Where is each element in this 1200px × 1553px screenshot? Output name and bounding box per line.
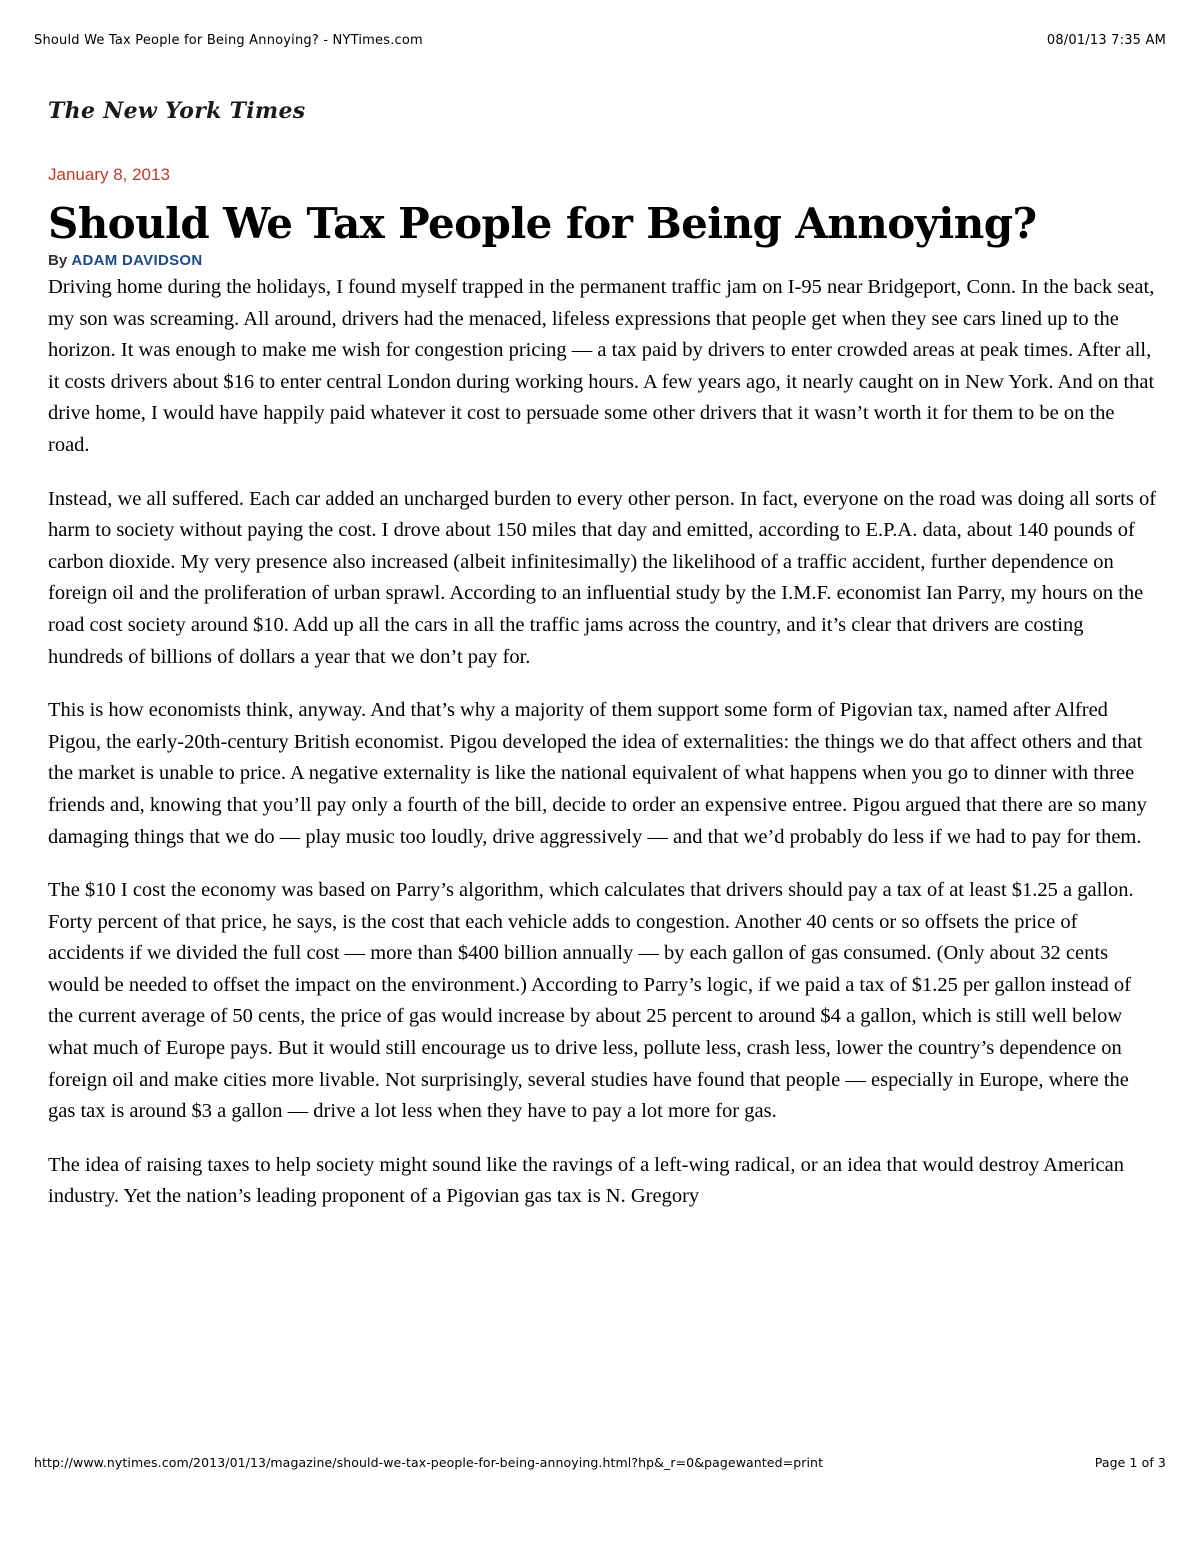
byline bbox=[48, 250, 1158, 272]
print-page-title: Should We Tax People for Being Annoying? - NYTimes.com bbox=[34, 33, 423, 48]
byline-prefix: By bbox=[48, 252, 68, 269]
paragraph: Instead, we all suffered. Each car added an uncharged burden to every other person. In fact, everyone on the road was doing all sorts of harm to society without paying the cost. I drove about 150 miles that day and emitted, according to E.P.A. data, about 140 pounds of carbon dioxide. My very presence also increased (albeit infinitesimally) the likelihood of a traffic accident, further dependence on foreign oil and the proliferation of urban sprawl. According to an influential study by the I.M.F. economist Ian Parry, my hours on the road cost society around $10. Add up all the cars in all the traffic jams across the country, and it’s clear that drivers are costing hundreds of billions of dollars a year that we don’t pay for. bbox=[48, 487, 1157, 668]
paragraph: Driving home during the holidays, I found myself trapped in the permanent traffic jam on I-95 near Bridgeport, Conn. In the back seat, my son was screaming. All around, drivers had the menaced, lifeless expressions that people get when they see cars lined up to the horizon. It was enough to make me wish for congestion pricing — a tax paid by drivers to enter crowded areas at peak times. After all, it costs drivers about $16 to enter central London during working hours. A few years ago, it nearly caught on in New York. And on that drive home, I would have happily paid whatever it cost to persuade some other drivers that it wasn’t worth it for them to be on the road. bbox=[48, 276, 1155, 456]
paragraph: The idea of raising taxes to help society might sound like the ravings of a left-wing radical, or an idea that would destroy American industry. Yet the nation’s leading proponent of a Pigovian gas tax is N. Gregory bbox=[48, 1153, 1124, 1208]
print-footer bbox=[34, 1455, 1166, 1470]
page-number: Page 1 of 3 bbox=[1094, 1455, 1166, 1470]
print-timestamp: 08/01/13 7:35 AM bbox=[1046, 33, 1166, 48]
nyt-logo: The New York Times bbox=[48, 98, 306, 124]
article-date: January 8, 2013 bbox=[48, 165, 170, 184]
print-header bbox=[34, 33, 1166, 48]
author-link[interactable]: ADAM DAVIDSON bbox=[71, 252, 203, 269]
paragraph: The $10 I cost the economy was based on Parry’s algorithm, which calculates that drivers should pay a tax of at least $1.25 a gallon. Forty percent of that price, he says, is the cost that each vehicle adds to congestion. Another 40 cents or so offsets the price of accidents if we divided the full cost — more than $400 billion annually — by each gallon of gas consumed. (Only about 32 cents would be needed to offset the impact on the environment.) According to Parry’s logic, if we paid a tax of $1.25 per gallon instead of the current average of 50 cents, the price of gas would increase by about 25 percent to around $4 a gallon, which is still well below what much of Europe pays. But it would still encourage us to drive less, pollute less, crash less, lower the country’s dependence on foreign oil and make cities more livable. Not surprisingly, several studies have found that people — especially in Europe, where the gas tax is around $3 a gallon — drive a lot less when they have to pay a lot more for gas. bbox=[48, 879, 1134, 1123]
article-headline: Should We Tax People for Being Annoying? bbox=[48, 199, 1037, 248]
article-body bbox=[48, 272, 1158, 1213]
print-url: http://www.nytimes.com/2013/01/13/magazine/should-we-tax-people-for-being-annoying.html?hp&_r=0&pagewanted=print bbox=[34, 1455, 824, 1470]
article bbox=[48, 160, 1158, 1235]
paragraph: This is how economists think, anyway. And that’s why a majority of them support some form of Pigovian tax, named after Alfred Pigou, the early-20th-century British economist. Pigou developed the idea of externalities: the things we do that affect others and that the market is unable to price. A negative externality is like the national equivalent of what happens when you go to dinner with three friends and, knowing that you’ll pay only a fourth of the bill, decide to order an expensive entree. Pigou argued that there are so many damaging things that we do — play music too loudly, drive aggressively — and that we’d probably do less if we had to pay for them. bbox=[48, 699, 1147, 848]
